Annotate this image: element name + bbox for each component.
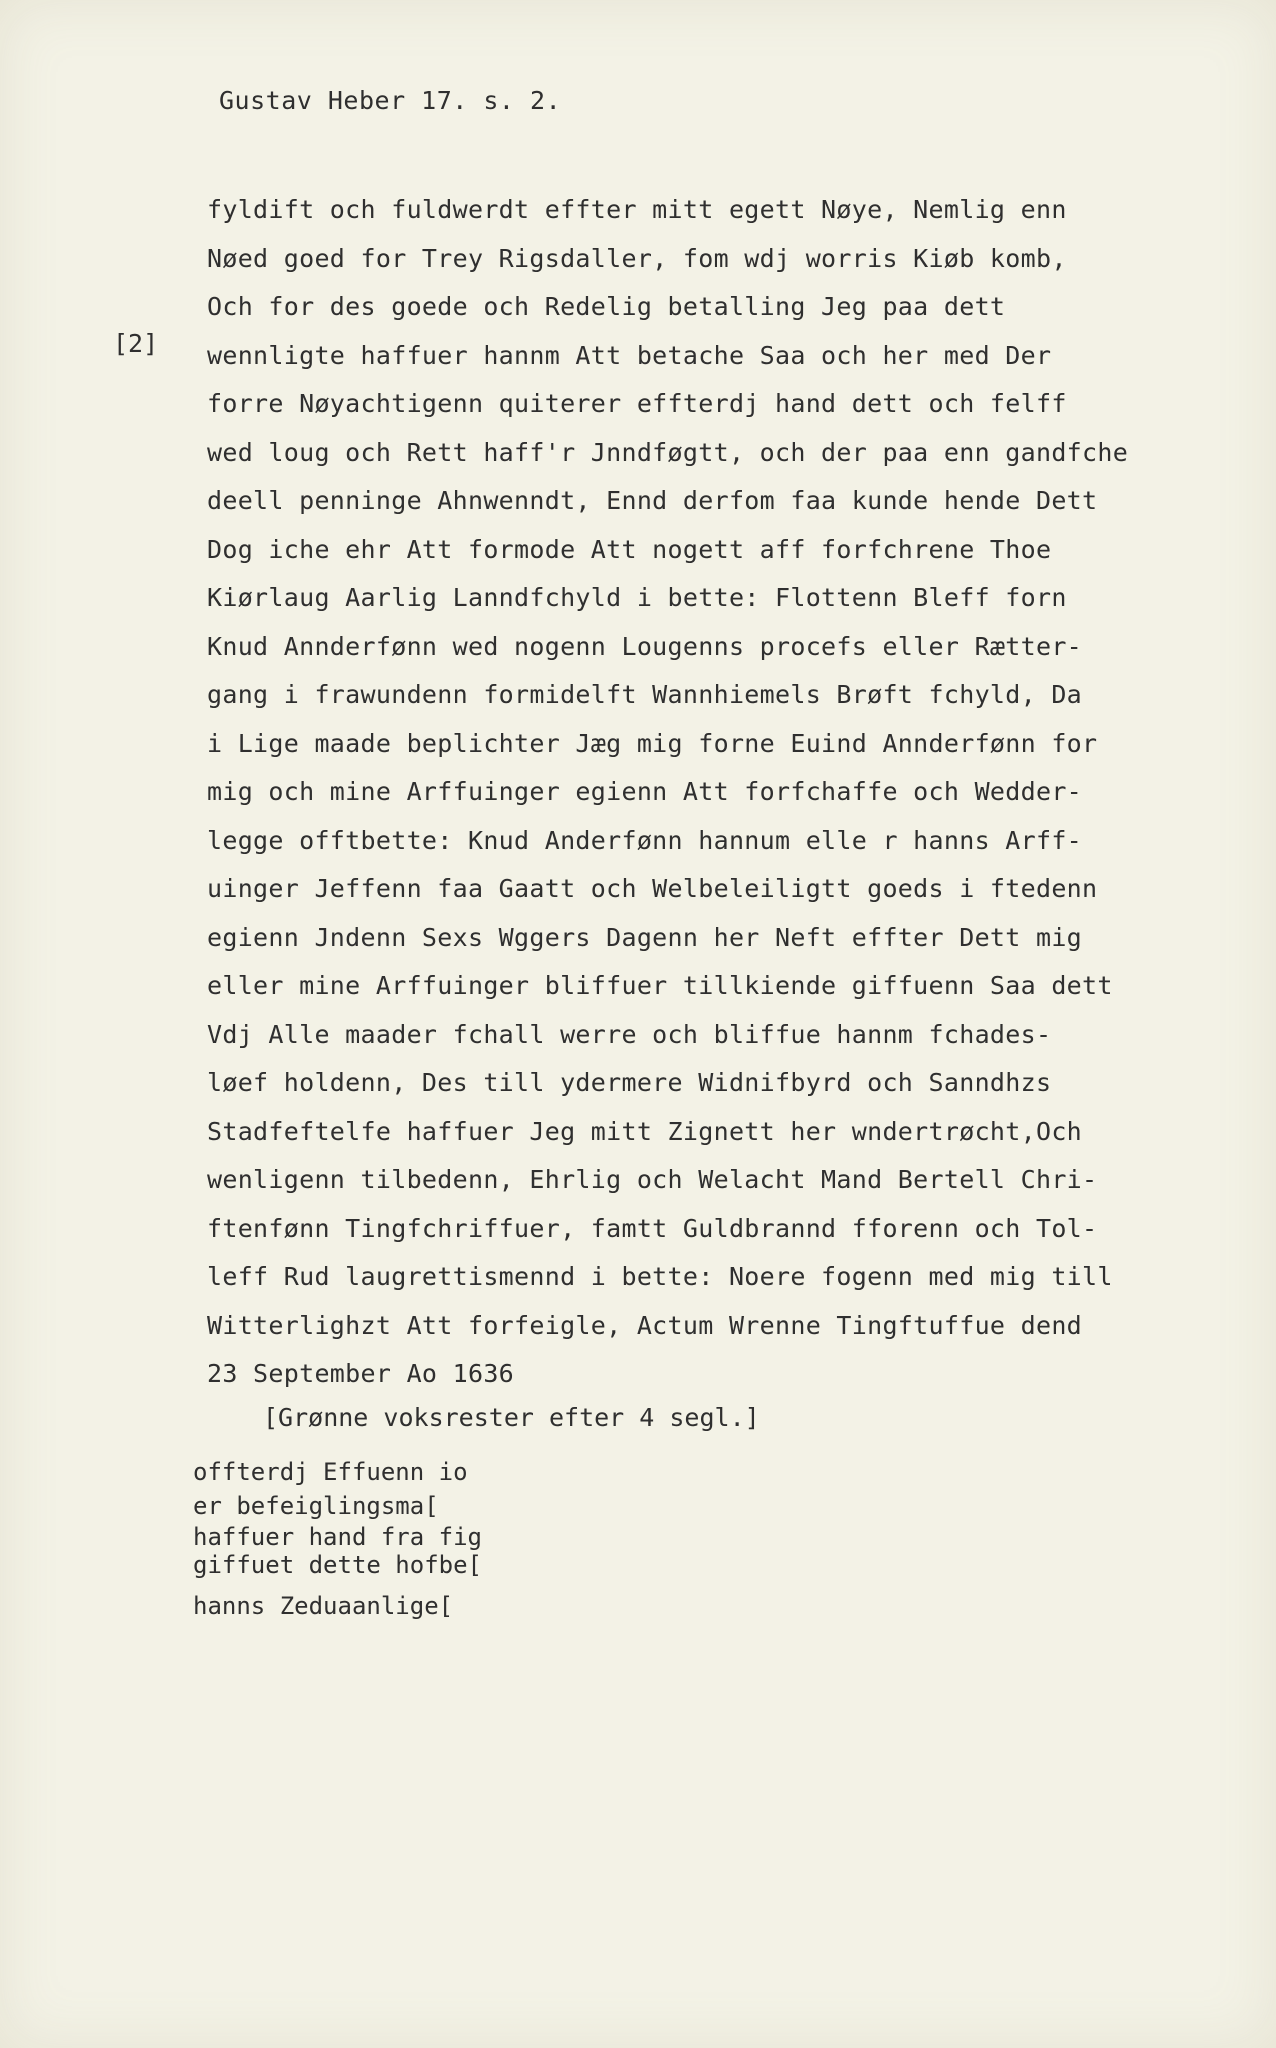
- body-line: leff Rud laugrettismennd i bette: Noere fogenn med mig till: [207, 1262, 1113, 1291]
- body-line: wed loug och Rett haff'r Jnndføgtt, och der paa enn gandfche: [207, 437, 1129, 467]
- editorial-note: [Grønne voksrester efter 4 segl.]: [263, 1403, 760, 1432]
- body-line: wennligte haffuer hannm Att betache Saa och her med Der: [207, 340, 1052, 370]
- page-header: Gustav Heber 17. s. 2.: [219, 86, 562, 115]
- body-line: Kiørlaug Aarlig Lanndfchyld i bette: Flottenn Bleff forn: [207, 583, 1067, 612]
- body-line: Och for des goede och Redelig betalling Jeg paa dett: [207, 292, 1006, 321]
- body-line: Knud Annderfønn wed nogenn Lougenns procefs eller Rætter-: [207, 631, 1083, 661]
- body-line: forre Nøyachtigenn quiterer effterdj hand dett och felff: [207, 389, 1067, 418]
- body-line: Vdj Alle maader fchall werre och bliffue hannm fchades-: [207, 1019, 1052, 1049]
- margin-page-number: [2]: [113, 329, 159, 358]
- fragment-line: offterdj Effuenn io: [193, 1458, 468, 1486]
- body-line: Witterlighzt Att forfeigle, Actum Wrenne Tingftuffue dend: [207, 1310, 1083, 1340]
- fragment-line: er befeiglingsma[: [193, 1492, 439, 1520]
- body-line: legge offtbette: Knud Anderfønn hannum elle r hanns Arff-: [207, 825, 1083, 855]
- body-line: ftenfønn Tingfchriffuer, famtt Guldbrannd fforenn och Tol-: [207, 1213, 1098, 1243]
- body-line: mig och mine Arffuinger egienn Att forfchaffe och Wedder-: [207, 777, 1083, 806]
- body-line: Nøed goed for Trey Rigsdaller, fom wdj worris Kiøb komb,: [207, 243, 1067, 273]
- transcription-body: [207, 186, 1129, 1399]
- body-line: Stadfeftelfe haffuer Jeg mitt Zignett her wndertrøcht,Och: [207, 1116, 1083, 1146]
- body-line: i Lige maade beplichter Jæg mig forne Euind Annderfønn for: [207, 728, 1098, 758]
- body-line: gang i frawundenn formidelft Wannhiemels Brøft fchyld, Da: [207, 680, 1083, 709]
- body-line: deell penninge Ahnwenndt, Ennd derfom faa kunde hende Dett: [207, 486, 1098, 515]
- fragment-line: giffuet dette hofbe[: [193, 1551, 482, 1579]
- body-line: 23 September Ao 1636: [207, 1359, 515, 1388]
- body-line: løef holdenn, Des till ydermere Widnifbyrd och Sanndhzs: [207, 1068, 1052, 1097]
- fragment-line: haffuer hand fra fig: [193, 1523, 482, 1551]
- body-line: eller mine Arffuinger bliffuer tillkiende giffuenn Saa dett: [207, 971, 1113, 1000]
- body-line: Dog iche ehr Att formode Att nogett aff forfchrene Thoe: [207, 534, 1052, 564]
- body-line: fyldift och fuldwerdt effter mitt egett Nøye, Nemlig enn: [207, 195, 1067, 224]
- fragment-block: [193, 1455, 482, 1623]
- body-line: egienn Jndenn Sexs Wggers Dagenn her Neft effter Dett mig: [207, 922, 1083, 952]
- fragment-line: hanns Zeduaanlige[: [193, 1592, 454, 1620]
- body-line: wenligenn tilbedenn, Ehrlig och Welacht Mand Bertell Chri-: [207, 1165, 1098, 1194]
- body-line: uinger Jeffenn faa Gaatt och Welbeleiligtt goeds i ftedenn: [207, 874, 1098, 903]
